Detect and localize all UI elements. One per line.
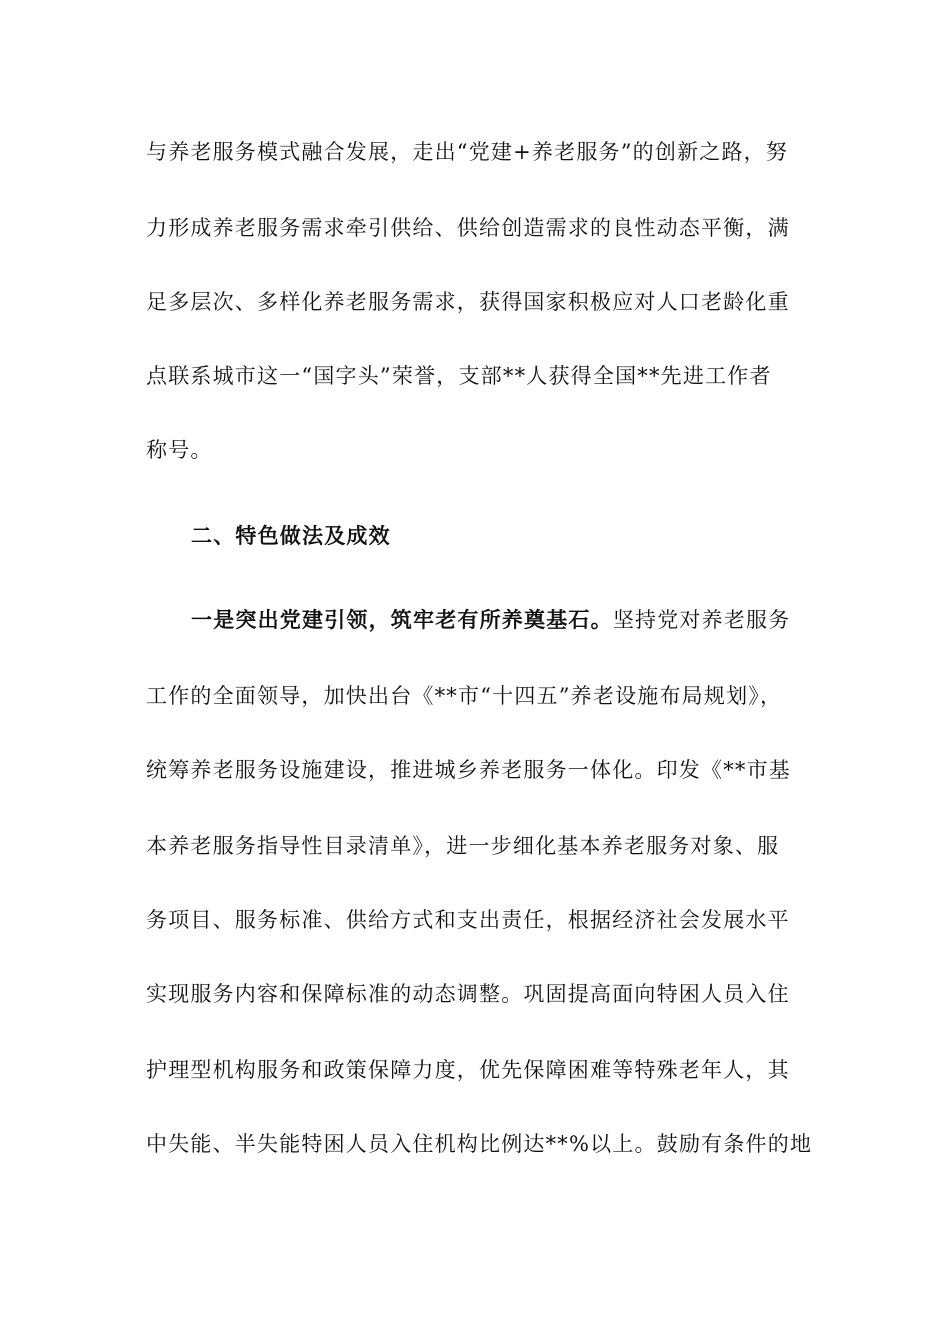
body-text-line: 工作的全面领导，加快出台《**市“十四五”养老设施布局规划》，	[146, 684, 783, 708]
body-text-line: 统筹养老服务设施建设，推进城乡养老服务一体化。印发《**市基	[146, 758, 791, 782]
paragraph-lead-sentence: 一是突出党建引领，筑牢老有所养奠基石。	[191, 607, 613, 632]
body-text-line: 务项目、服务标准、供给方式和支出责任，根据经济社会发展水平	[146, 908, 790, 932]
body-text-line: 中失能、半失能特困人员入住机构比例达**%以上。鼓励有条件的地	[146, 1132, 813, 1156]
body-text-line: 称号。	[146, 438, 213, 462]
section-heading: 二、特色做法及成效	[191, 523, 391, 548]
body-text-line: 实现服务内容和保障标准的动态调整。巩固提高面向特困人员入住	[146, 982, 790, 1006]
body-text-line: 点联系城市这一“国字头”荣誉，支部**人获得全国**先进工作者	[146, 364, 772, 388]
body-text-line: 力形成养老服务需求牵引供给、供给创造需求的良性动态平衡，满	[146, 216, 790, 240]
body-text-line: 护理型机构服务和政策保障力度，优先保障困难等特殊老年人，其	[146, 1058, 790, 1082]
body-text-line: 与养老服务模式融合发展，走出“党建+养老服务”的创新之路，努	[146, 140, 789, 164]
paragraph-lead-rest: 坚持党对养老服务	[612, 608, 791, 632]
paragraph-first-line	[191, 606, 831, 634]
body-text-line: 足多层次、多样化养老服务需求，获得国家积极应对人口老龄化重	[146, 290, 790, 314]
body-text-line: 本养老服务指导性目录清单》，进一步细化基本养老服务对象、服	[146, 834, 780, 858]
